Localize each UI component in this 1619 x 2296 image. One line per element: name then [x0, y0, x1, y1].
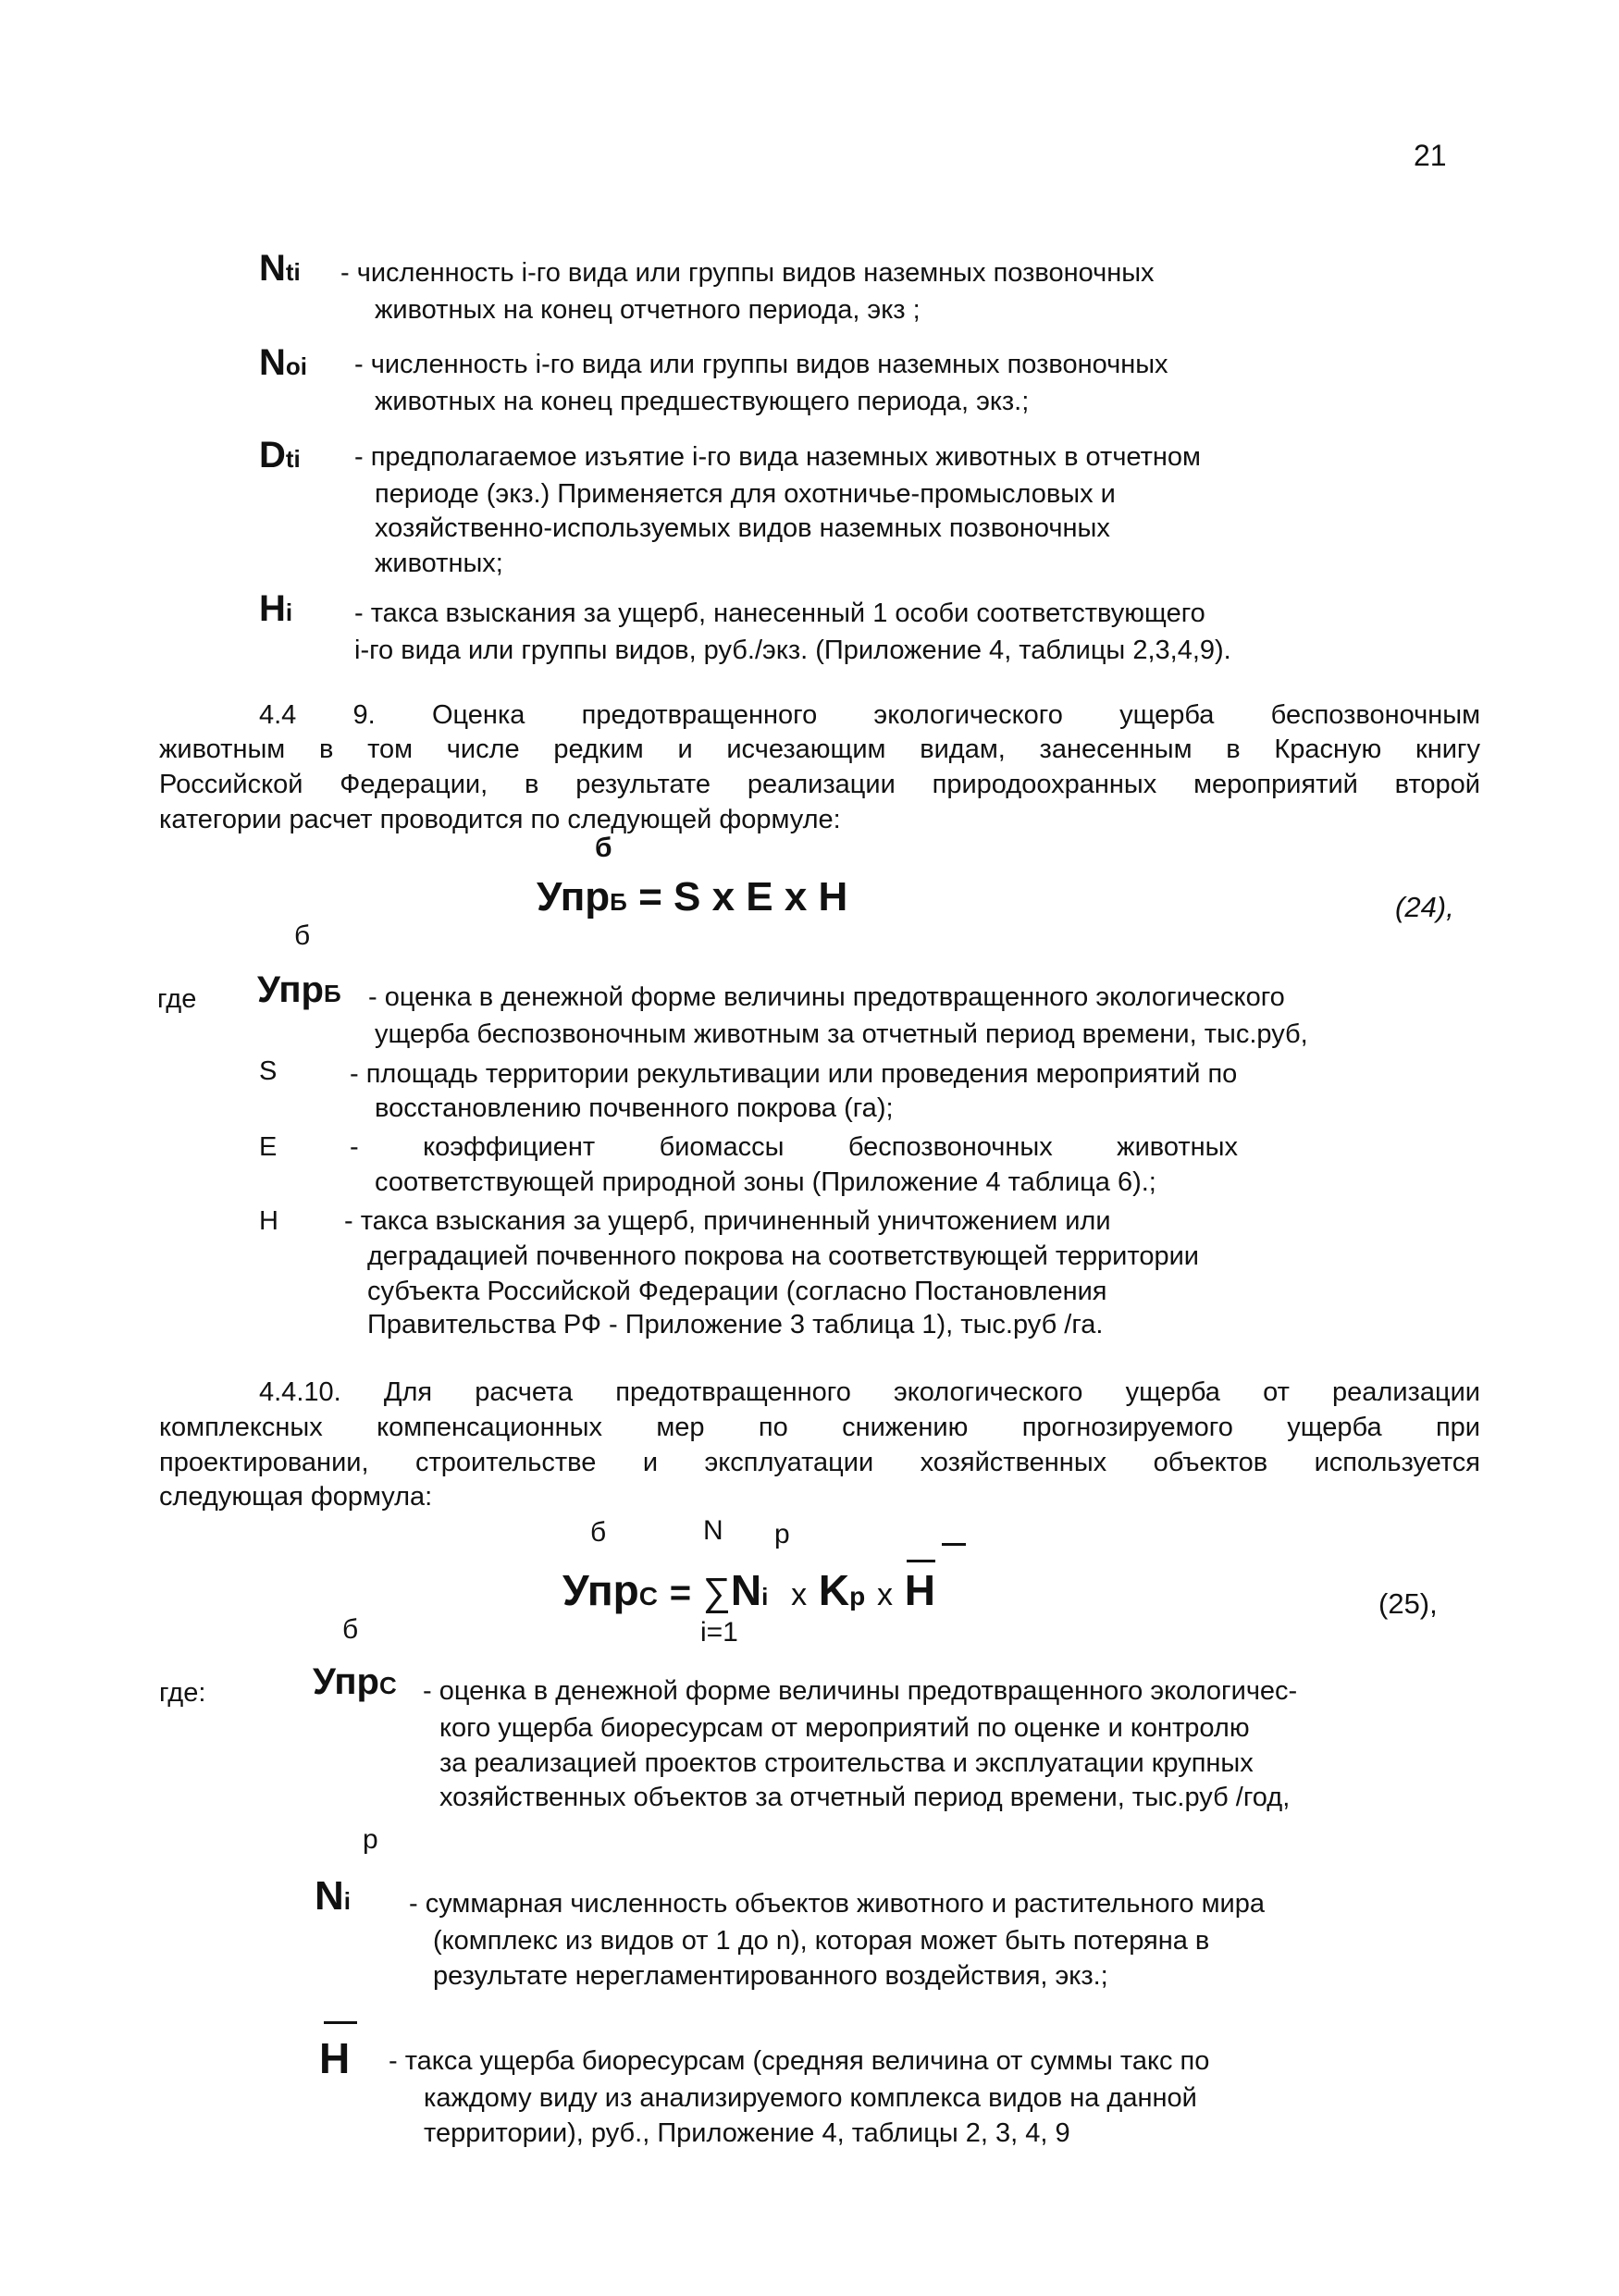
- defs24-symbol-e: E: [259, 1132, 278, 1162]
- para-449-line4: категории расчет проводится по следующей формуле:: [159, 805, 841, 834]
- formula25-x2: x: [877, 1577, 894, 1612]
- defs24-upr-line1: - оценка в денежной форме величины предотвращенного экологического: [368, 982, 1285, 1012]
- def-noi-line2: животных на конец предшествующего периода, экз.;: [375, 387, 1030, 416]
- defs24-h-line3: субъекта Российской Федерации (согласно Постановления: [367, 1277, 1107, 1306]
- para-4410-line3: проектировании, строительстве и эксплуатации хозяйственных объектов используется: [159, 1448, 1480, 1477]
- defs25-upr-line4: хозяйственных объектов за отчетный период времени, тыс.руб /год,: [439, 1783, 1291, 1812]
- def-hi-line2: i-го вида или группы видов, руб./экз. (Приложение 4, таблицы 2,3,4,9).: [354, 636, 1231, 665]
- formula24-rhs: = S x E x H: [638, 874, 848, 920]
- defs25-h-overline: [324, 2021, 357, 2024]
- defs25-h-line3: территории), руб., Приложение 4, таблицы 2, 3, 4, 9: [424, 2118, 1070, 2148]
- defs25-upr-line1: - оценка в денежной форме величины предотвращенного экологичес-: [423, 1676, 1298, 1706]
- formula25-k-sub: p: [849, 1582, 866, 1611]
- def-dti-line2: периоде (экз.) Применяется для охотничье-промысловых и: [375, 479, 1116, 509]
- symbol-hi: Hi: [259, 588, 293, 629]
- formula25: [562, 1565, 935, 1615]
- def-noi-line1: - численность i-го вида или группы видов наземных позвоночных: [354, 350, 1168, 379]
- def-nti-line1: - численность i-го вида или группы видов наземных позвоночных: [340, 258, 1155, 288]
- defs24-symbol-s: S: [259, 1056, 278, 1086]
- formula25-n-sub: i: [761, 1583, 769, 1611]
- defs24-e-line2: соответствующей природной зоны (Приложение 4 таблица 6).;: [375, 1167, 1156, 1197]
- defs25-symbol-n: Ni: [315, 1873, 352, 1919]
- symbol-noi: Noi: [259, 342, 307, 383]
- formula25-number: (25),: [1378, 1587, 1438, 1620]
- formula25-h: H: [904, 1566, 936, 1614]
- formula24-below: б: [294, 920, 311, 951]
- formula24-sup: б: [595, 833, 612, 863]
- formula25-sum-icon: ∑: [702, 1570, 731, 1613]
- formula24-lhs-sub: Б: [610, 888, 627, 916]
- formula25-x1: x: [791, 1577, 808, 1612]
- formula25-sup-p: p: [774, 1519, 790, 1549]
- defs25-n-line3: результате нерегламентированного воздействия, экз.;: [433, 1961, 1108, 1991]
- defs25-upr-line2: кого ущерба биоресурсам от мероприятий по оценке и контролю: [439, 1713, 1250, 1743]
- defs25-symbol-upr: УпрС: [313, 1661, 397, 1702]
- formula25-below-b: б: [342, 1614, 359, 1645]
- formula25-lhs-sub: С: [638, 1582, 658, 1611]
- defs24-upr-line2: ущерба беспозвоночным животным за отчетный период времени, тыс.руб,: [375, 1019, 1308, 1049]
- defs24-lead: где: [157, 984, 197, 1014]
- def-dti-line1: - предполагаемое изъятие i-го вида наземных животных в отчетном: [354, 442, 1201, 472]
- formula24: [537, 874, 847, 920]
- defs24-h-line1: - такса взыскания за ущерб, причиненный уничтожением или: [344, 1206, 1111, 1236]
- defs25-upr-line3: за реализацией проектов строительства и эксплуатации крупных: [439, 1748, 1254, 1778]
- symbol-nti: Nti: [259, 248, 301, 289]
- para-4410-line1: 4.4.10. Для расчета предотвращенного экологического ущерба от реализации: [259, 1377, 1480, 1407]
- formula25-eq: =: [669, 1573, 692, 1613]
- para-4410-line2: комплексных компенсационных мер по снижению прогнозируемого ущерба при: [159, 1413, 1480, 1442]
- defs25-h-line2: каждому виду из анализируемого комплекса видов на данной: [424, 2083, 1197, 2113]
- formula24-number: (24),: [1395, 891, 1454, 923]
- formula25-lhs: Упр: [562, 1566, 639, 1614]
- para-4410-line4: следующая формула:: [159, 1482, 433, 1512]
- def-nti-line2: животных на конец отчетного периода, экз ;: [375, 295, 921, 325]
- def-dti-line4: животных;: [375, 549, 503, 578]
- formula25-n: N: [730, 1566, 762, 1614]
- para-449-line1: 4.4 9. Оценка предотвращенного экологического ущерба беспозвоночным: [259, 700, 1480, 730]
- symbol-dti: Dti: [259, 435, 301, 475]
- defs24-h-line4: Правительства РФ - Приложение 3 таблица 1), тыс.руб /га.: [367, 1310, 1104, 1339]
- defs25-lead: где:: [159, 1678, 206, 1708]
- defs25-n-sup: p: [363, 1824, 378, 1855]
- defs24-symbol-h: H: [259, 1206, 278, 1236]
- defs24-symbol-upr: УпрБ: [257, 969, 341, 1010]
- defs24-s-line2: восстановлению почвенного покрова (га);: [375, 1093, 894, 1123]
- defs25-n-line1: - суммарная численность объектов животного и растительного мира: [409, 1889, 1266, 1919]
- defs24-s-line1: - площадь территории рекультивации или проведения мероприятий по: [350, 1059, 1238, 1089]
- formula25-overline-mark: [942, 1543, 966, 1546]
- defs25-h-line1: - такса ущерба биоресурсам (средняя величина от суммы такс по: [389, 2046, 1210, 2076]
- para-449-line2: животным в том числе редким и исчезающим видам, занесенным в Красную книгу: [159, 734, 1480, 764]
- para-449-line3: Российской Федерации, в результате реализации природоохранных мероприятий второй: [159, 770, 1480, 799]
- formula25-sup-b: б: [590, 1517, 607, 1548]
- defs25-n-line2: (комплекс из видов от 1 до n), которая может быть потеряна в: [433, 1926, 1210, 1956]
- defs24-e-line1: - коэффициент биомассы беспозвоночных животных: [350, 1132, 1238, 1162]
- defs25-symbol-h: H: [319, 2034, 351, 2082]
- formula24-lhs: Упр: [537, 874, 611, 920]
- page-number: 21: [1414, 139, 1447, 172]
- def-hi-line1: - такса взыскания за ущерб, нанесенный 1 особи соответствующего: [354, 599, 1205, 628]
- defs24-h-line2: деградацией почвенного покрова на соответствующей территории: [367, 1241, 1199, 1271]
- formula25-k: K: [818, 1566, 850, 1614]
- formula25-below-i: i=1: [700, 1617, 738, 1648]
- formula25-sup-n: N: [703, 1515, 723, 1546]
- def-dti-line3: хозяйственно-используемых видов наземных позвоночных: [375, 513, 1110, 543]
